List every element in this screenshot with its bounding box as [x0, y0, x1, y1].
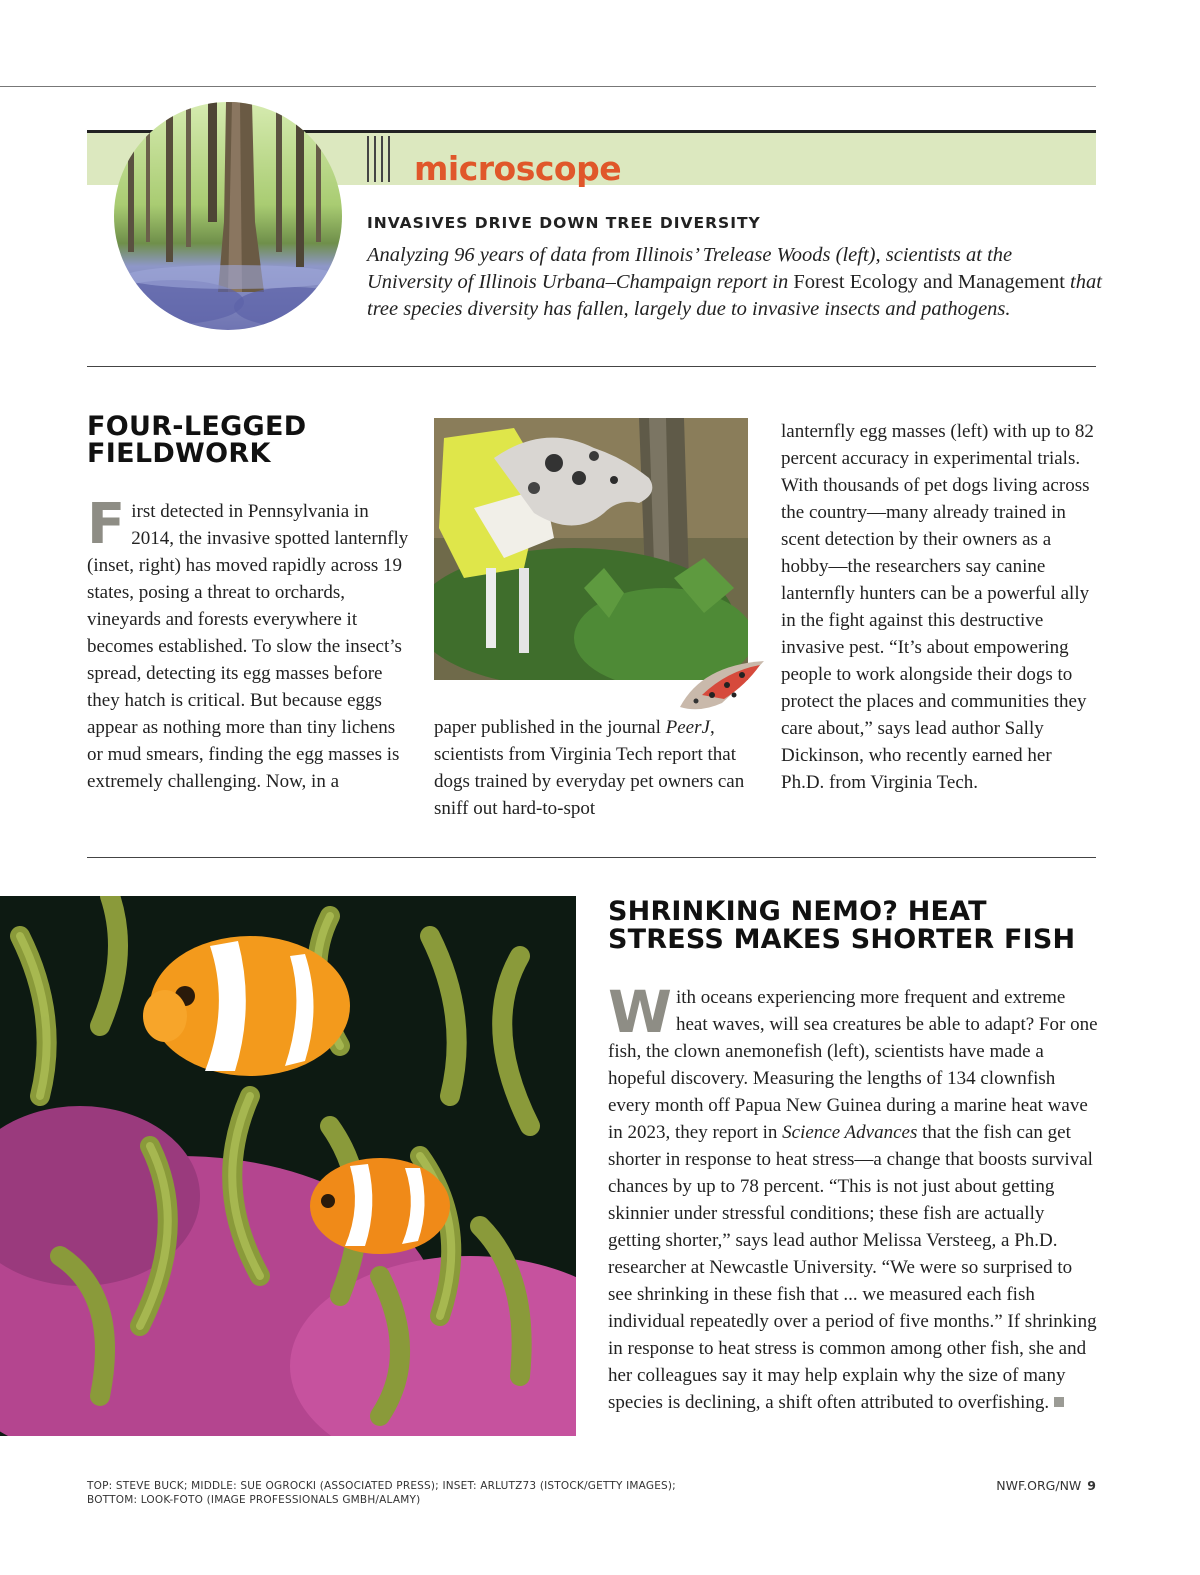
site-url[interactable]: NWF.ORG/NW: [996, 1478, 1082, 1493]
spotted-lanternfly-inset: [672, 655, 772, 713]
credits-line: TOP: STEVE BUCK; MIDDLE: SUE OGROCKI (ASSOCIATED PRESS); INSET: ARLUTZ73 (ISTOCK/GETTY IMAGES);: [87, 1480, 676, 1492]
journal-name: Forest Ecology and Management: [793, 271, 1065, 293]
dog-sniffing-tree-photo: [434, 418, 748, 680]
summary-text: that tree species diversity has fallen, largely due to invasive insects and pathogens.: [367, 271, 1102, 320]
summary-text: Analyzing 96 years of data from Illinois’ Trelease Woods (left), scientists at the University of Illinois Urbana–Champaign report in: [367, 244, 1013, 293]
middle-story-headline: FOUR-LEGGED FIELDWORK: [87, 411, 307, 469]
top-story-headline: INVASIVES DRIVE DOWN TREE DIVERSITY: [367, 214, 761, 232]
body-text: that the fish can get shorter in response to heat stress—a change that boosts survival chances by up to 78 percent. “This is not just about getting skinnier under stressful conditions; these fish are actually getting shorter,” says lead author Melissa Versteeg, a Ph.D. researcher at Newcastle University. “We were so surprised to see shrinking in these fish that ... we measured each fish individual repeatedly over a period of five months.” If shrinking in response to heat stress is common among other fish, she and her colleagues say it may help explain why the size of many species is declining, a shift often attributed to overfishing.: [608, 1122, 1097, 1413]
photo-credits: [87, 1479, 727, 1507]
top-story-summary: [367, 242, 1102, 323]
section-header-bars: [367, 136, 391, 182]
bottom-story-body: [608, 978, 1100, 1416]
body-text: paper published in the journal: [434, 717, 666, 738]
top-page-rule: [0, 86, 1096, 87]
end-mark: [1054, 1397, 1064, 1407]
middle-story-column-2: [434, 714, 754, 822]
journal-name: PeerJ: [665, 717, 710, 738]
bottom-story-headline: SHRINKING NEMO? HEAT STRESS MAKES SHORTER FISH: [608, 896, 1076, 955]
section-divider-2: [87, 857, 1096, 858]
drop-cap: W: [608, 978, 672, 1046]
body-text: , scientists from Virginia Tech report that dogs trained by everyday pet owners can sniff out hard-to-spot: [434, 717, 745, 819]
drop-cap: F: [87, 492, 126, 557]
section-title: microscope: [414, 149, 622, 188]
page-number: 9: [1087, 1478, 1096, 1493]
journal-name: Science Advances: [782, 1122, 918, 1143]
middle-story-column-1: [87, 492, 409, 795]
body-text: ith oceans experiencing more frequent and extreme heat waves, will sea creatures be able to adapt? For one fish, the clown anemonefish (left), scientists have made a hopeful discovery. Measuring the lengths of 134 clownfish every month off Papua New Guinea during a marine heat wave in 2023, they report in: [608, 987, 1098, 1143]
middle-story-column-3: lanternfly egg masses (left) with up to 82 percent accuracy in experimental trials. With thousands of pet dogs living across the country—many already trained in scent detection by their owners as a hobby—the researchers say canine lanternfly hunters can be a powerful ally in the fight against this destructive invasive pest. “It’s about empowering people to work alongside their dogs to protect the places and communities they care about,” says lead author Sally Dickinson, who recently earned her Ph.D. from Virginia Tech.: [781, 421, 1094, 793]
clownfish-anemone-photo: [0, 896, 576, 1436]
body-text: irst detected in Pennsylvania in 2014, the invasive spotted lanternfly (inset, right) has moved rapidly across 19 states, posing a threat to orchards, vineyards and forests everywhere it becomes established. To slow the insect’s spread, detecting its egg masses before they hatch is critical. But because eggs appear as nothing more than tiny lichens or mud smears, finding the egg masses is extremely challenging. Now, in a: [87, 501, 409, 792]
credits-line: BOTTOM: LOOK-FOTO (IMAGE PROFESSIONALS GMBH/ALAMY): [87, 1494, 421, 1506]
page-folio: [930, 1478, 1096, 1493]
section-divider-1: [87, 366, 1096, 367]
forest-bluebells-photo: [114, 102, 342, 330]
